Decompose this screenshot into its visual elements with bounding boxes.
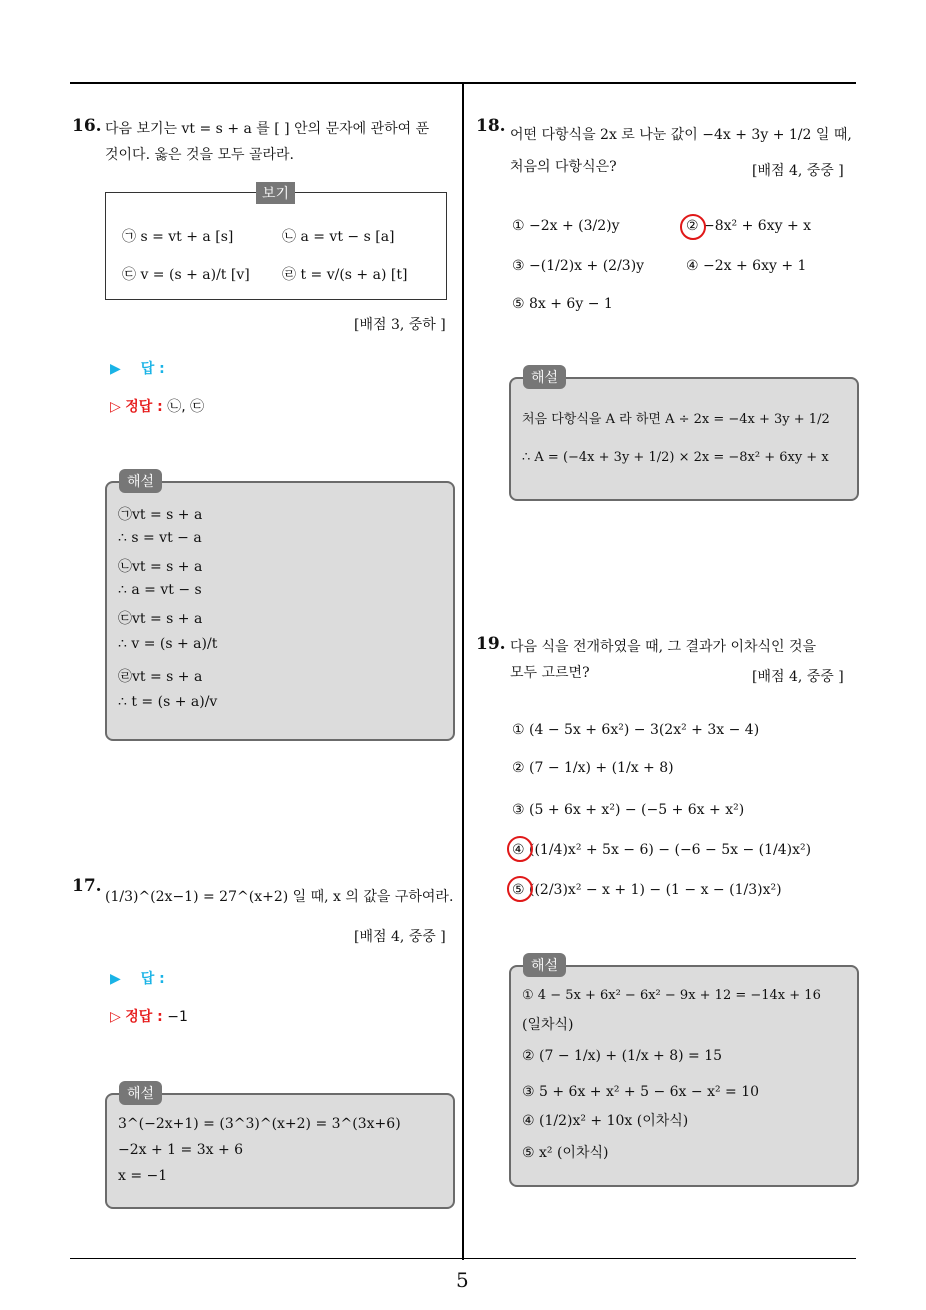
q19-option-3[interactable]: ③ (5 + 6x + x²) − (−5 + 6x + x²) [512, 802, 745, 818]
q18-text-line2: 처음의 다항식은? [510, 159, 617, 175]
q17-sol-line-2: −2x + 1 = 3x + 6 [118, 1142, 244, 1158]
q17-number: 17. [72, 876, 102, 896]
q19-correct-mark-5 [507, 876, 533, 902]
q19-sol-line-1: ① 4 − 5x + 6x² − 6x² − 9x + 12 = −14x + 16 [522, 988, 821, 1003]
page-number: 5 [456, 1268, 469, 1292]
q16-score: [배점 3, 중하 ] [354, 317, 446, 333]
q18-correct-mark [680, 214, 706, 240]
q16-number: 16. [72, 116, 102, 136]
q19-option-4[interactable]: ④ ((1/4)x² + 5x − 6) − (−6 − 5x − (1/4)x²) [512, 842, 812, 858]
q16-correct-value: ㉡, ㉢ [167, 399, 205, 415]
q16-sol-line-2: ∴ s = vt − a [118, 530, 202, 546]
q18-option-1[interactable]: ① −2x + (3/2)y [512, 218, 620, 234]
q19-score: [배점 4, 중중 ] [752, 669, 844, 685]
q16-correct-row [110, 396, 204, 416]
q16-sol-line-8: ∴ t = (s + a)/v [118, 694, 218, 710]
q18-text-line1: 어떤 다항식을 2x 로 나눈 값이 −4x + 3y + 1/2 일 때, [510, 127, 852, 143]
q16-bogi-item-4: ㉣ t = v/(s + a) [t] [282, 267, 408, 283]
q19-sol-line-4: ③ 5 + 6x + x² + 5 − 6x − x² = 10 [522, 1084, 760, 1100]
q19-solution-label: 해설 [523, 953, 566, 977]
q16-sol-line-6: ∴ v = (s + a)/t [118, 636, 218, 652]
q17-answer-row [110, 968, 165, 988]
q17-correct-label: 정답 : [125, 1009, 163, 1025]
q17-correct-row [110, 1006, 188, 1026]
q19-sol-line-6: ⑤ x² (이차식) [522, 1145, 609, 1161]
q18-score: [배점 4, 중중 ] [752, 163, 844, 179]
q16-answer-row [110, 358, 165, 378]
q16-text-line2: 것이다. 옳은 것을 모두 골라라. [105, 147, 294, 163]
q18-solution-label: 해설 [523, 365, 566, 389]
q16-sol-line-7: ㉣vt = s + a [118, 669, 203, 685]
q16-bogi-label: 보기 [256, 182, 295, 204]
q19-option-5[interactable]: ⑤ ((2/3)x² − x + 1) − (1 − x − (1/3)x²) [512, 882, 782, 898]
bottom-rule [70, 1258, 856, 1259]
q19-option-2[interactable]: ② (7 − 1/x) + (1/x + 8) [512, 760, 674, 776]
q16-sol-line-5: ㉢vt = s + a [118, 611, 203, 627]
play-icon: ▶ [110, 971, 121, 987]
q19-sol-line-2: (일차식) [522, 1017, 574, 1033]
q18-solution-box [509, 377, 859, 501]
q16-bogi-item-2: ㉡ a = vt − s [a] [282, 229, 395, 245]
play-outline-icon: ▷ [110, 399, 121, 415]
q18-option-4[interactable]: ④ −2x + 6xy + 1 [686, 258, 807, 274]
play-outline-icon: ▷ [110, 1009, 121, 1025]
q19-sol-line-3: ② (7 − 1/x) + (1/x + 8) = 15 [522, 1048, 723, 1064]
q16-bogi-item-1: ㉠ s = vt + a [s] [122, 229, 234, 245]
q19-sol-line-5: ④ (1/2)x² + 10x (이차식) [522, 1113, 689, 1129]
q18-option-5[interactable]: ⑤ 8x + 6y − 1 [512, 296, 613, 312]
q16-sol-line-4: ∴ a = vt − s [118, 582, 202, 598]
q16-bogi-item-3: ㉢ v = (s + a)/t [v] [122, 267, 250, 283]
q19-option-1[interactable]: ① (4 − 5x + 6x²) − 3(2x² + 3x − 4) [512, 722, 760, 738]
q16-sol-line-1: ㉠vt = s + a [118, 507, 203, 523]
q17-text: (1/3)^(2x−1) = 27^(x+2) 일 때, x 의 값을 구하여라. [105, 889, 454, 905]
q19-text-line2: 모두 고르면? [510, 665, 590, 681]
q16-text-line1: 다음 보기는 vt = s + a 를 [ ] 안의 문자에 관하여 푼 [105, 121, 430, 137]
q18-sol-line-1: 처음 다항식을 A 라 하면 A ÷ 2x = −4x + 3y + 1/2 [522, 412, 830, 427]
q18-sol-line-2: ∴ A = (−4x + 3y + 1/2) × 2x = −8x² + 6xy + x [522, 450, 829, 465]
q19-correct-mark-4 [507, 836, 533, 862]
q18-number: 18. [476, 116, 506, 136]
q16-correct-label: 정답 : [125, 399, 163, 415]
q17-sol-line-1: 3^(−2x+1) = (3^3)^(x+2) = 3^(3x+6) [118, 1116, 401, 1132]
q17-correct-value: −1 [167, 1009, 188, 1025]
q16-solution-label: 해설 [119, 469, 162, 493]
q17-answer-label: 답 : [140, 971, 165, 987]
q18-option-3[interactable]: ③ −(1/2)x + (2/3)y [512, 258, 645, 274]
q19-text-line1: 다음 식을 전개하였을 때, 그 결과가 이차식인 것을 [510, 639, 817, 655]
q19-number: 19. [476, 634, 506, 654]
play-icon: ▶ [110, 361, 121, 377]
q17-solution-label: 해설 [119, 1081, 162, 1105]
column-divider [462, 84, 464, 1260]
q17-sol-line-3: x = −1 [118, 1168, 168, 1184]
q16-answer-label: 답 : [140, 361, 165, 377]
q18-option-2[interactable]: ② −8x² + 6xy + x [686, 218, 812, 234]
q17-score: [배점 4, 중중 ] [354, 929, 446, 945]
q16-sol-line-3: ㉡vt = s + a [118, 559, 203, 575]
